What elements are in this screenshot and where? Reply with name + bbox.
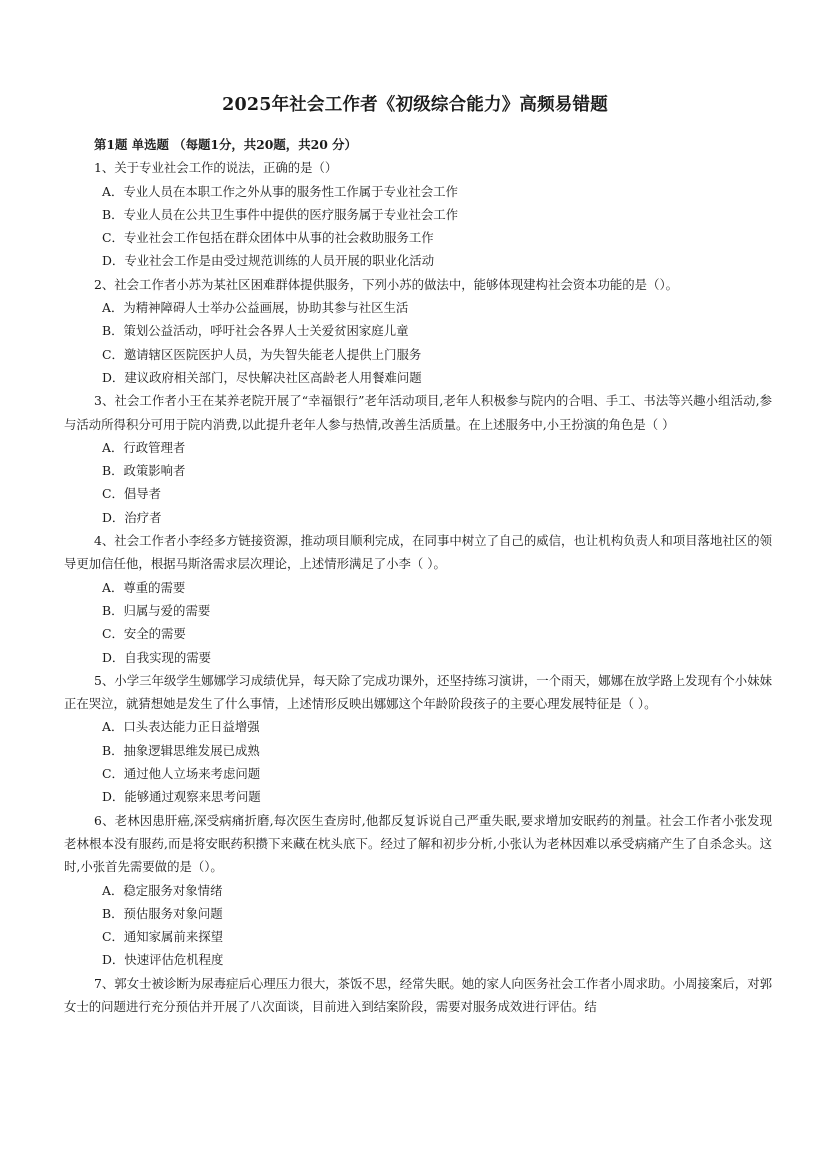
- answer-option: A．行政管理者: [102, 439, 186, 455]
- answer-option: D．治疗者: [102, 509, 162, 525]
- answer-option: C．安全的需要: [102, 626, 186, 642]
- document-title: 2025年社会工作者《初级综合能力》高频易错题: [222, 95, 608, 115]
- answer-option: B．归属与爱的需要: [102, 602, 211, 618]
- question-stem: 3、社会工作者小王在某养老院开展了“幸福银行”老年活动项目,老年人积极参与院内的合唱、手工、书法等兴趣小组活动,参与活动所得积分可用于院内消费,以此提升老年人参与热情,改善生活质量。在上述服务中,小王扮演的角色是（ ）: [64, 393, 772, 432]
- answer-option: C．倡导者: [102, 486, 162, 502]
- answer-option: D．建议政府相关部门，尽快解决社区高龄老人用餐难问题: [102, 369, 422, 385]
- question-list: [64, 133, 772, 1018]
- question-stem: 1、关于专业社会工作的说法，正确的是（）: [94, 160, 338, 176]
- answer-option: D．专业社会工作是由受过规范训练的人员开展的职业化活动: [102, 253, 435, 269]
- question-stem: 7、郭女士被诊断为尿毒症后心理压力很大，茶饭不思，经常失眠。她的家人向医务社会工作者小周求助。小周接案后，对郭女士的问题进行充分预估并开展了八次面谈，目前进入到结案阶段，需要对服务成效进行评估。结: [64, 975, 772, 1014]
- answer-option: A．专业人员在本职工作之外从事的服务性工作属于专业社会工作: [102, 183, 458, 199]
- section-header: 第1题 单选题 （每题1分，共20题，共20 分）: [94, 137, 357, 152]
- answer-option: D．快速评估危机程度: [102, 952, 224, 968]
- answer-option: A．稳定服务对象情绪: [102, 882, 223, 898]
- answer-option: D．能够通过观察来思考问题: [102, 789, 261, 805]
- answer-option: B．抽象逻辑思维发展已成熟: [102, 742, 260, 758]
- answer-option: C．邀请辖区医院医护人员，为失智失能老人提供上门服务: [102, 346, 422, 362]
- answer-option: B．预估服务对象问题: [102, 905, 223, 921]
- question-stem: 6、老林因患肝癌,深受病痛折磨,每次医生查房时,他都反复诉说自己严重失眠,要求增加安眠药的剂量。社会工作者小张发现老林根本没有服药,而是将安眠药积攒下来藏在枕头底下。经过了解和初步分析,小张认为老林因难以承受病痛产生了自杀念头。这时,小张首先需要做的是（）。: [64, 812, 772, 875]
- answer-option: C．通知家属前来探望: [102, 929, 223, 945]
- question-stem: 2、社会工作者小苏为某社区困难群体提供服务，下列小苏的做法中，能够体现建构社会资本功能的是（）。: [94, 276, 679, 292]
- answer-option: B．策划公益活动，呼吁社会各界人士关爱贫困家庭儿童: [102, 323, 409, 339]
- answer-option: D．自我实现的需要: [102, 649, 212, 665]
- question-stem: 5、小学三年级学生娜娜学习成绩优异，每天除了完成功课外，还坚持练习演讲，一个雨天，娜娜在放学路上发现有个小妹妹正在哭泣，就猜想她是发生了什么事情，上述情形反映出娜娜这个年龄阶段孩子的主要心理发展特征是（ ）。: [64, 672, 772, 712]
- answer-option: A．尊重的需要: [102, 579, 186, 595]
- answer-option: B．专业人员在公共卫生事件中提供的医疗服务属于专业社会工作: [102, 206, 459, 222]
- answer-option: C．通过他人立场来考虑问题: [102, 766, 261, 782]
- answer-option: A．口头表达能力正日益增强: [102, 719, 260, 735]
- answer-option: B．政策影响者: [102, 463, 186, 479]
- question-stem: 4、社会工作者小李经多方链接资源，推动项目顺利完成，在同事中树立了自己的威信，也让机构负责人和项目落地社区的领导更加信任他，根据马斯洛需求层次理论，上述情形满足了小李（ ）。: [64, 533, 772, 572]
- answer-option: A．为精神障碍人士举办公益画展，协助其参与社区生活: [102, 300, 409, 316]
- answer-option: C．专业社会工作包括在群众团体中从事的社会救助服务工作: [102, 230, 434, 246]
